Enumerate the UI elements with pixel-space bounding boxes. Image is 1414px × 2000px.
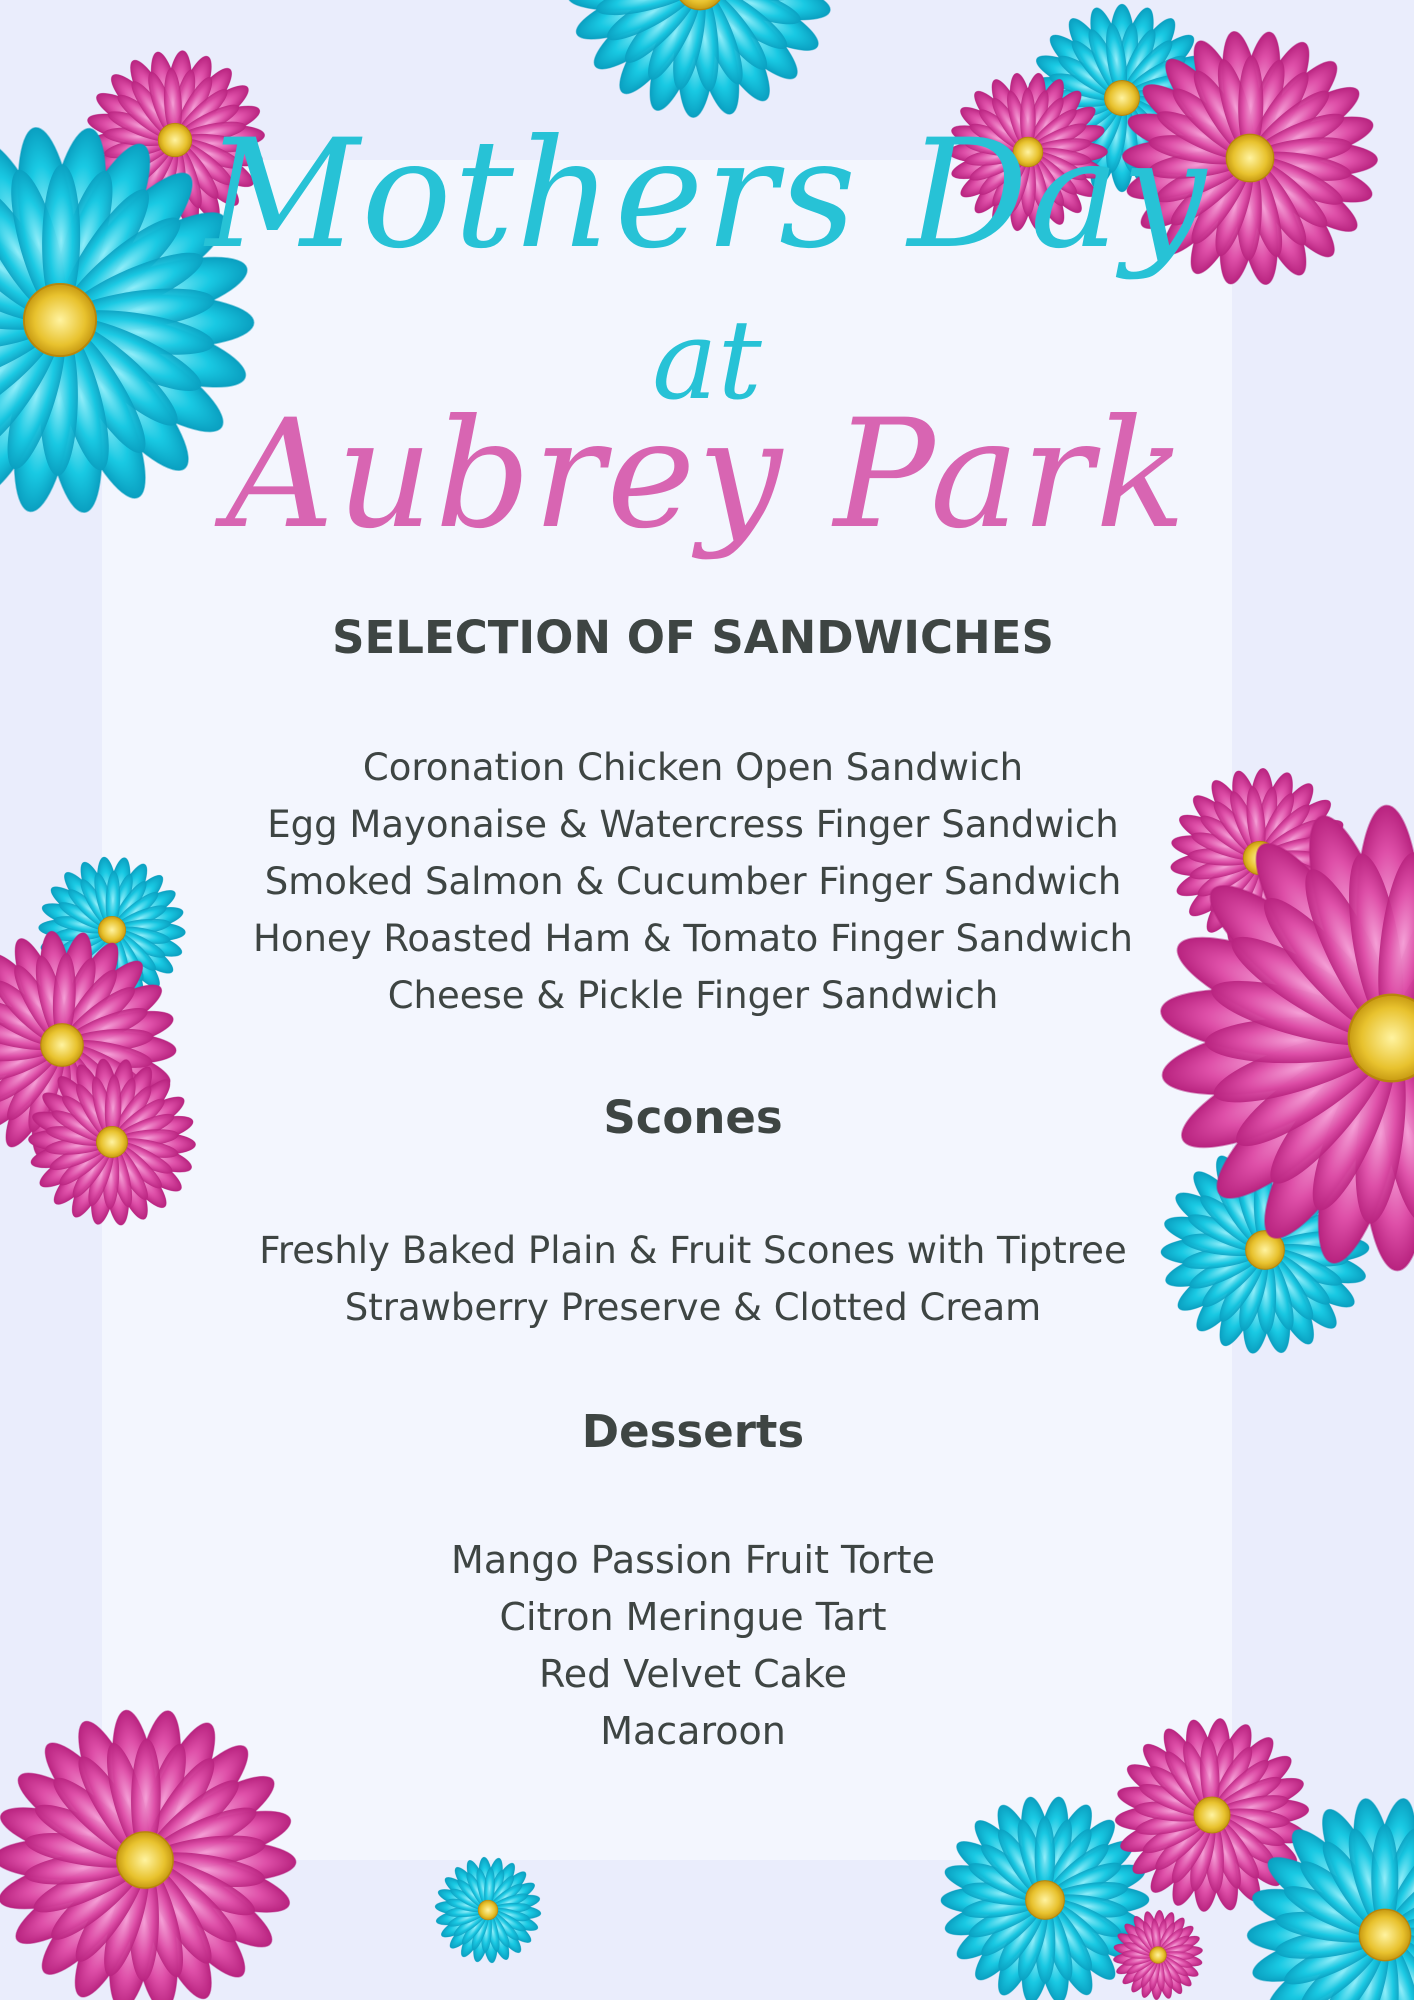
menu-item: Citron Meringue Tart [499,1595,887,1639]
menu-item: Macaroon [600,1709,786,1753]
scones-list [0,1222,1386,1336]
menu-item: Coronation Chicken Open Sandwich [362,746,1024,789]
title-aubrey-park: Aubrey Park [225,388,1189,562]
section-heading-scones: Scones [603,1091,783,1144]
section-heading-sandwiches: SELECTION OF SANDWICHES [332,611,1054,664]
cyan-daisy-icon [435,1857,542,1964]
menu-item: Honey Roasted Ham & Tomato Finger Sandwich [253,917,1133,960]
title-at: at [652,296,762,424]
menu-item: Egg Mayonaise & Watercress Finger Sandwich [267,803,1119,846]
sandwich-list [0,739,1386,1024]
desserts-list [0,1532,1386,1760]
title-mothers-day: Mothers Day [205,108,1209,282]
menu-item: Strawberry Preserve & Clotted Cream [344,1286,1042,1329]
menu-item: Freshly Baked Plain & Fruit Scones with Tiptree [259,1229,1127,1272]
menu-item: Smoked Salmon & Cucumber Finger Sandwich [264,860,1122,903]
section-heading-desserts: Desserts [581,1405,805,1458]
menu-item: Mango Passion Fruit Torte [451,1538,935,1582]
menu-item: Cheese & Pickle Finger Sandwich [387,974,999,1017]
menu-item: Red Velvet Cake [539,1652,847,1696]
